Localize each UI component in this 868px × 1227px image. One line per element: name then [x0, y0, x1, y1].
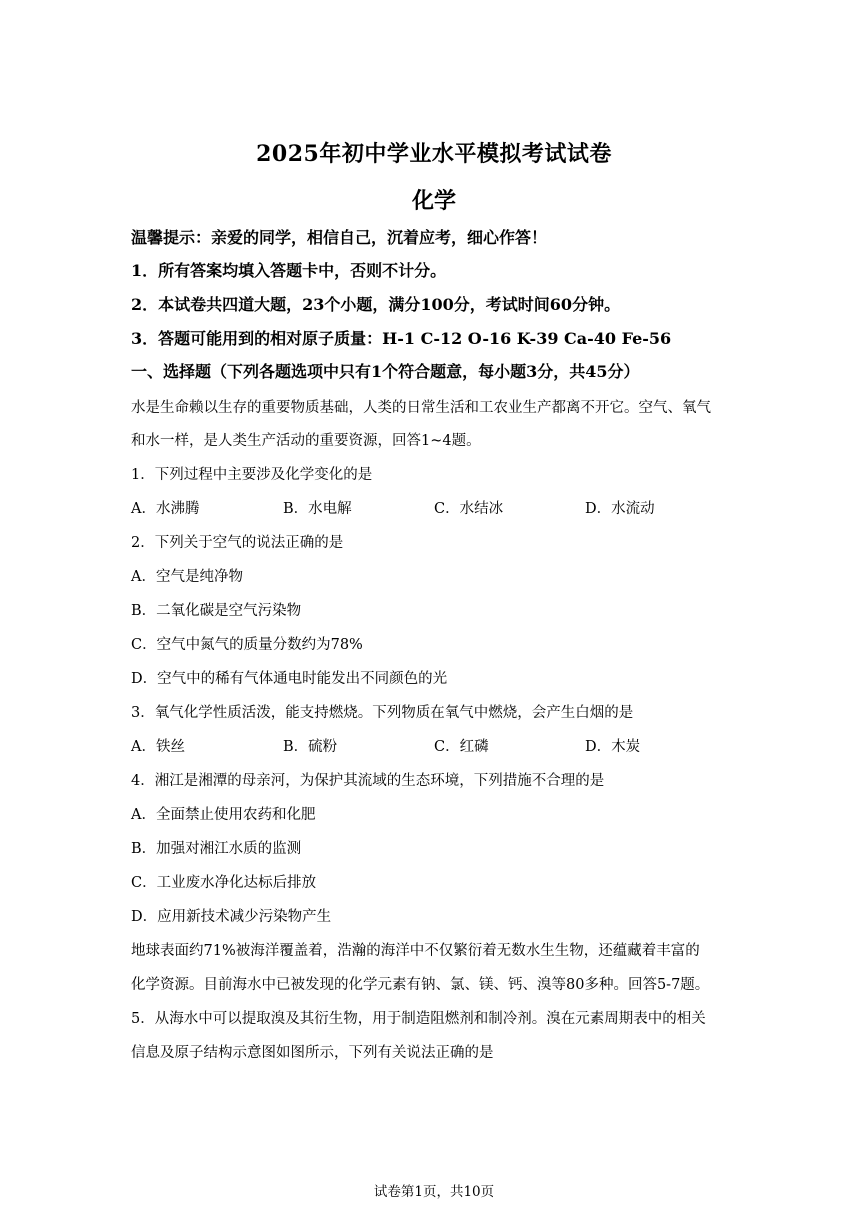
q2-option-d: D．空气中的稀有气体通电时能发出不同颜色的光 — [131, 671, 448, 687]
question-1-stem: 1．下列过程中主要涉及化学变化的是 — [131, 467, 373, 483]
page-footer: 试卷第1页，共10页 — [373, 1184, 495, 1200]
section-1-heading: 一、选择题（下列各题选项中只有1个符合题意，每小题3分，共45分） — [131, 362, 640, 381]
intro-1-line-1: 水是生命赖以生存的重要物质基础，人类的日常生活和工农业生产都离不开它。空气、氧气 — [131, 400, 711, 416]
q2-option-a: A．空气是纯净物 — [131, 569, 243, 585]
rule-1: 1．所有答案均填入答题卡中，否则不计分。 — [131, 261, 447, 280]
q1-option-b: B．水电解 — [283, 501, 352, 517]
warm-tip: 温馨提示：亲爱的同学，相信自己，沉着应考，细心作答！ — [131, 228, 548, 247]
question-2-stem: 2．下列关于空气的说法正确的是 — [131, 535, 344, 551]
q3-option-a: A．铁丝 — [131, 739, 185, 755]
question-5-stem-line-1: 5．从海水中可以提取溴及其衍生物，用于制造阻燃剂和制冷剂。溴在元素周期表中的相关 — [131, 1011, 706, 1027]
rule-3: 3．答题可能用到的相对原子质量：H-1 C-12 O-16 K-39 Ca-40 Fe-56 — [131, 329, 672, 348]
page-title: 2025年初中学业水平模拟考试试卷 — [256, 141, 612, 167]
q4-option-c: C．工业废水净化达标后排放 — [131, 875, 317, 891]
q3-option-d: D．木炭 — [585, 739, 641, 755]
intro-1-line-2: 和水一样，是人类生产活动的重要资源，回答1~4题。 — [131, 433, 481, 449]
question-4-stem: 4．湘江是湘潭的母亲河，为保护其流域的生态环境，下列措施不合理的是 — [131, 773, 605, 789]
q3-option-c: C．红磷 — [434, 739, 489, 755]
q1-option-a: A．水沸腾 — [131, 501, 200, 517]
q1-option-c: C．水结冰 — [434, 501, 504, 517]
q4-option-d: D．应用新技术减少污染物产生 — [131, 909, 332, 925]
q2-option-b: B．二氧化碳是空气污染物 — [131, 603, 302, 619]
q3-option-b: B．硫粉 — [283, 739, 338, 755]
intro-2-line-2: 化学资源。目前海水中已被发现的化学元素有钠、氯、镁、钙、溴等80多种。回答5-7题。 — [131, 977, 710, 993]
subject-title: 化学 — [411, 188, 456, 214]
intro-2-line-1: 地球表面约71%被海洋覆盖着，浩瀚的海洋中不仅繁衍着无数水生生物，还蕴藏着丰富的 — [131, 943, 700, 959]
question-3-stem: 3．氧气化学性质活泼，能支持燃烧。下列物质在氧气中燃烧，会产生白烟的是 — [131, 705, 634, 721]
question-5-stem-line-2: 信息及原子结构示意图如图所示，下列有关说法正确的是 — [131, 1045, 494, 1061]
q1-option-d: D．水流动 — [585, 501, 655, 517]
q4-option-a: A．全面禁止使用农药和化肥 — [131, 807, 316, 823]
q4-option-b: B．加强对湘江水质的监测 — [131, 841, 302, 857]
q2-option-c: C．空气中氮气的质量分数约为78% — [131, 637, 363, 653]
rule-2: 2．本试卷共四道大题，23个小题，满分100分，考试时间60分钟。 — [131, 295, 621, 314]
